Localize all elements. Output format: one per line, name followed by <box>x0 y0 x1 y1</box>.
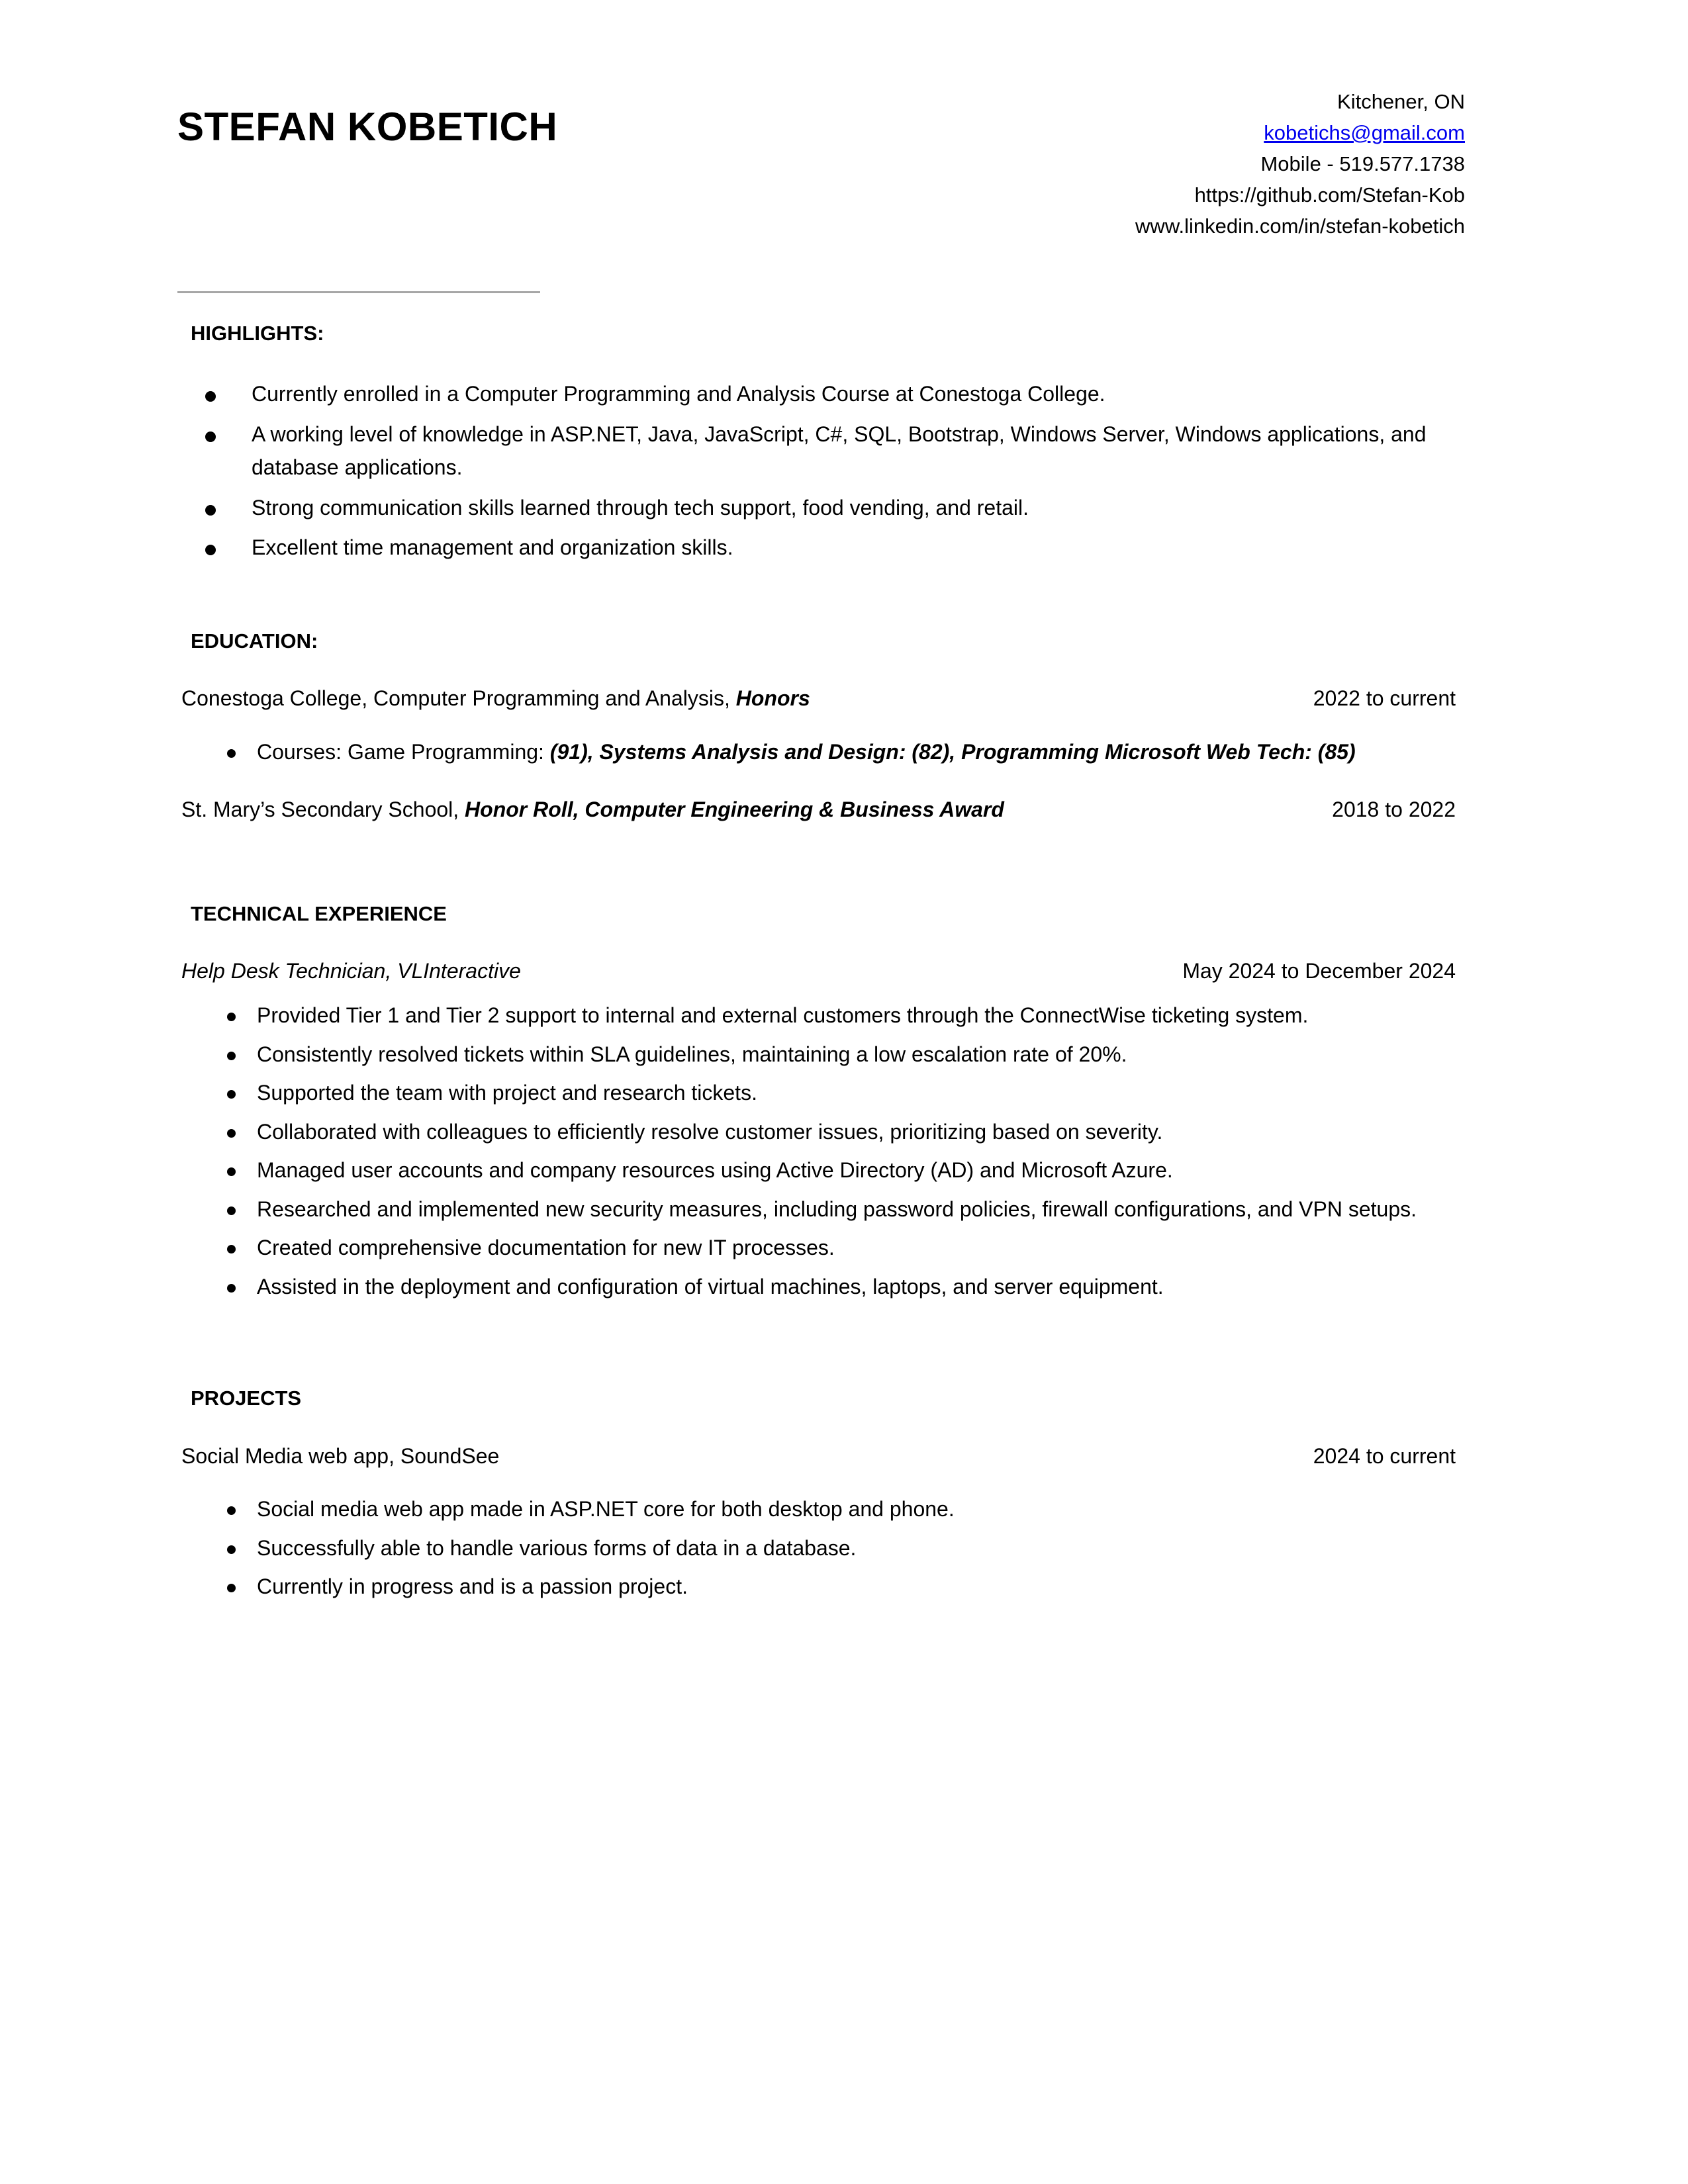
section-heading-technical-experience: TECHNICAL EXPERIENCE <box>191 902 447 926</box>
list-item: Successfully able to handle various forms of data in a database. <box>191 1531 1465 1565</box>
education-dates: 2022 to current <box>1313 686 1456 711</box>
list-item: A working level of knowledge in ASP.NET, Java, JavaScript, C#, SQL, Bootstrap, Windows Server, Windows applications, and database applications. <box>191 418 1465 484</box>
education-school: Conestoga College, Computer Programming and Analysis, <box>181 686 736 711</box>
courses-mid-1: , Systems Analysis and Design: <box>587 739 912 764</box>
education-emphasis: Honors <box>735 686 810 711</box>
list-item: Excellent time management and organization skills. <box>191 531 1465 565</box>
contact-block <box>1135 86 1465 242</box>
section-heading-education: EDUCATION: <box>191 629 318 653</box>
list-item: Collaborated with colleagues to efficiently resolve customer issues, prioritizing based on severity. <box>191 1115 1465 1149</box>
page-title: STEFAN KOBETICH <box>177 105 558 149</box>
resume-header <box>177 86 1465 242</box>
list-item: Managed user accounts and company resources using Active Directory (AD) and Microsoft Azure. <box>191 1154 1465 1187</box>
list-item: Supported the team with project and research tickets. <box>191 1076 1465 1110</box>
contact-mobile: Mobile - 519.577.1738 <box>1260 152 1465 176</box>
project-title: Social Media web app, SoundSee <box>181 1443 500 1468</box>
section-heading-projects: PROJECTS <box>191 1387 302 1410</box>
list-item: Currently enrolled in a Computer Programming and Analysis Course at Conestoga College. <box>191 377 1465 411</box>
experience-job-title: Help Desk Technician, VLInteractive <box>181 959 521 983</box>
section-heading-highlights: HIGHLIGHTS: <box>191 322 324 345</box>
list-item: Currently in progress and is a passion project. <box>191 1570 1465 1604</box>
list-item: Assisted in the deployment and configuration of virtual machines, laptops, and server equipment. <box>191 1270 1465 1304</box>
course-grade-1: (91) <box>549 739 588 764</box>
list-item: Strong communication skills learned through tech support, food vending, and retail. <box>191 491 1465 525</box>
projects-list <box>191 1492 1465 1604</box>
education-entry <box>181 685 1456 713</box>
header-divider <box>177 291 540 293</box>
list-item: Consistently resolved tickets within SLA guidelines, maintaining a low escalation rate of 20%. <box>191 1038 1465 1071</box>
list-item: Social media web app made in ASP.NET core for both desktop and phone. <box>191 1492 1465 1526</box>
contact-email-link[interactable]: kobetichs@gmail.com <box>1264 121 1465 145</box>
education-courses-list <box>191 735 1465 769</box>
contact-linkedin: www.linkedin.com/in/stefan-kobetich <box>1135 214 1465 238</box>
list-item: Created comprehensive documentation for new IT processes. <box>191 1231 1465 1265</box>
experience-dates: May 2024 to December 2024 <box>1182 959 1456 983</box>
courses-mid-2: , Programming Microsoft Web Tech: <box>949 739 1318 764</box>
course-grade-2: (82) <box>912 739 950 764</box>
contact-location: Kitchener, ON <box>1337 90 1465 113</box>
course-grade-3: (85) <box>1317 739 1356 764</box>
highlights-list <box>191 377 1465 565</box>
education-dates: 2018 to 2022 <box>1332 797 1456 822</box>
project-entry <box>181 1443 1456 1471</box>
project-dates: 2024 to current <box>1313 1443 1456 1468</box>
list-item: Researched and implemented new security measures, including password policies, firewall configurations, and VPN setups. <box>191 1193 1465 1226</box>
experience-list <box>191 999 1465 1303</box>
resume-body <box>181 320 1465 1609</box>
experience-entry <box>181 958 1456 985</box>
education-entry <box>181 796 1456 824</box>
education-emphasis: Honor Roll, Computer Engineering & Business Award <box>465 797 1004 822</box>
courses-prefix: Courses: Game Programming: <box>257 739 550 764</box>
list-item: Provided Tier 1 and Tier 2 support to internal and external customers through the ConnectWise ticketing system. <box>191 999 1465 1032</box>
education-school: St. Mary’s Secondary School, <box>181 797 465 822</box>
contact-github: https://github.com/Stefan-Kob <box>1194 183 1465 207</box>
list-item <box>191 735 1465 769</box>
